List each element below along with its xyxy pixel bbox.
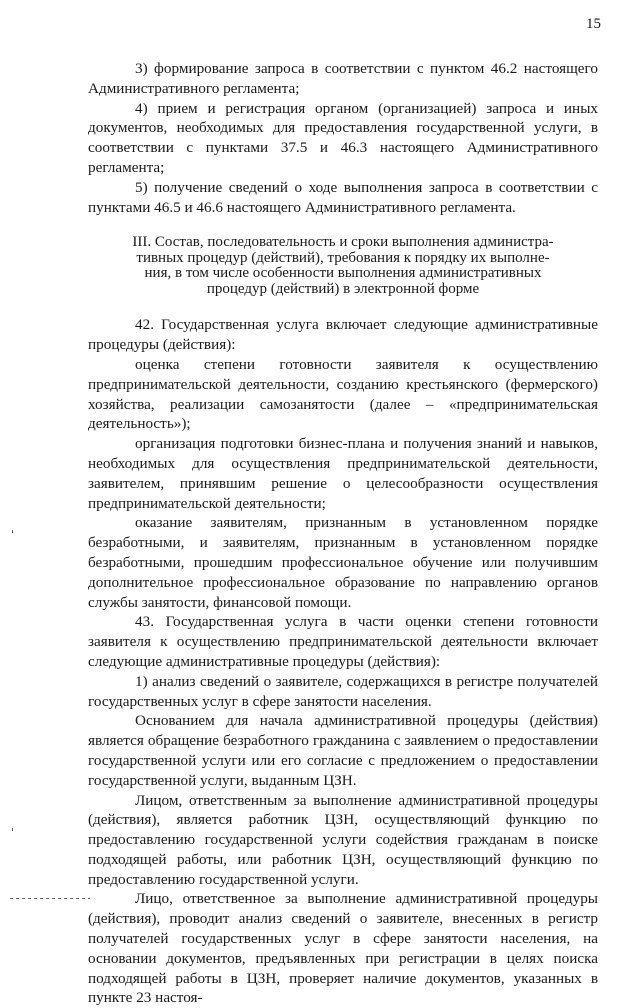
scan-mark bbox=[12, 530, 13, 533]
paragraph-basis: Основанием для начала административной процедуры (действия) является обращение безработного гражданина с заявлением о предоставлении государственной услуги или его согласие с предложением о предоставлении государственной услуги, выданным ЦЗН. bbox=[88, 712, 598, 789]
paragraph-43-item-1: 1) анализ сведений о заявителе, содержащихся в регистре получателей государственных услуг в сфере занятости населения. bbox=[88, 672, 598, 710]
section-heading bbox=[88, 235, 598, 297]
paragraph-42-item-financial-aid: оказание заявителям, признанным в установленном порядке безработными, и заявителям, признанным в установленном порядке безработными, прошедшим профессиональное обучение или получившим дополнительное профессиональное образование по направлению органов службы занятости, финансовой помощи. bbox=[88, 514, 598, 611]
list-item-4: 4) прием и регистрация органом (организацией) запроса и иных документов, необходимых для предоставления государственной услуги, в соответствии с пунктами 37.5 и 46.3 настоящего Административного регламента; bbox=[88, 99, 598, 176]
paragraph-43: 43. Государственная услуга в части оценки степени готовности заявителя к осуществлению предпринимательской деятельности включает следующие административные процедуры (действия): bbox=[88, 613, 598, 670]
section-heading-line: процедур (действий) в электронной форме bbox=[206, 280, 480, 297]
document-body bbox=[88, 59, 598, 1008]
section-heading-line: ния, в том числе особенности выполнения административных bbox=[144, 265, 542, 282]
list-item-3: 3) формирование запроса в соответствии с пунктом 46.2 настоящего Административного регламента; bbox=[88, 60, 598, 97]
paragraph-responsible-person: Лицом, ответственным за выполнение административной процедуры (действия), является работник ЦЗН, осуществляющий функцию по предоставлению государственной услуги содействия гражданам в поиске подходящей работы, или работник ЦЗН, осуществляющий функцию по предоставлению государственной услуги. bbox=[88, 791, 598, 888]
scan-mark bbox=[12, 828, 13, 831]
paragraph-analysis: Лицо, ответственное за выполнение административной процедуры (действия), проводит анализ сведений о заявителе, внесенных в регистр получателей государственных услуг в сфере занятости населения, на основании документов, предъявленных при регистрации в целях поиска подходящей работы в ЦЗН, проверяет наличие документов, указанных в пункте 23 настоя- bbox=[88, 890, 598, 1007]
page-number: 15 bbox=[586, 16, 601, 32]
paragraph-42: 42. Государственная услуга включает следующие административные процедуры (действия): bbox=[88, 316, 598, 354]
paragraph-42-item-business-plan: организация подготовки бизнес-плана и получения знаний и навыков, необходимых для осуществления предпринимательской деятельности, заявителем, принявшим решение о целесообразности осуществления предпринимательской деятельности; bbox=[88, 435, 598, 512]
scan-edge-mark bbox=[10, 898, 90, 899]
paragraph-42-item-assessment: оценка степени готовности заявителя к осуществлению предпринимательской деятельности, созданию крестьянского (фермерского) хозяйства, реализации самозанятости (далее – «предпринимательская деятельность»); bbox=[88, 355, 598, 433]
section-heading-line: III. Состав, последовательность и сроки выполнения администра- bbox=[132, 234, 554, 251]
list-item-5: 5) получение сведений о ходе выполнения запроса в соответствии с пунктами 46.5 и 46.6 настоящего Административного регламента. bbox=[88, 178, 598, 216]
section-heading-line: тивных процедур (действий), требования к порядку их выполне- bbox=[136, 249, 550, 266]
